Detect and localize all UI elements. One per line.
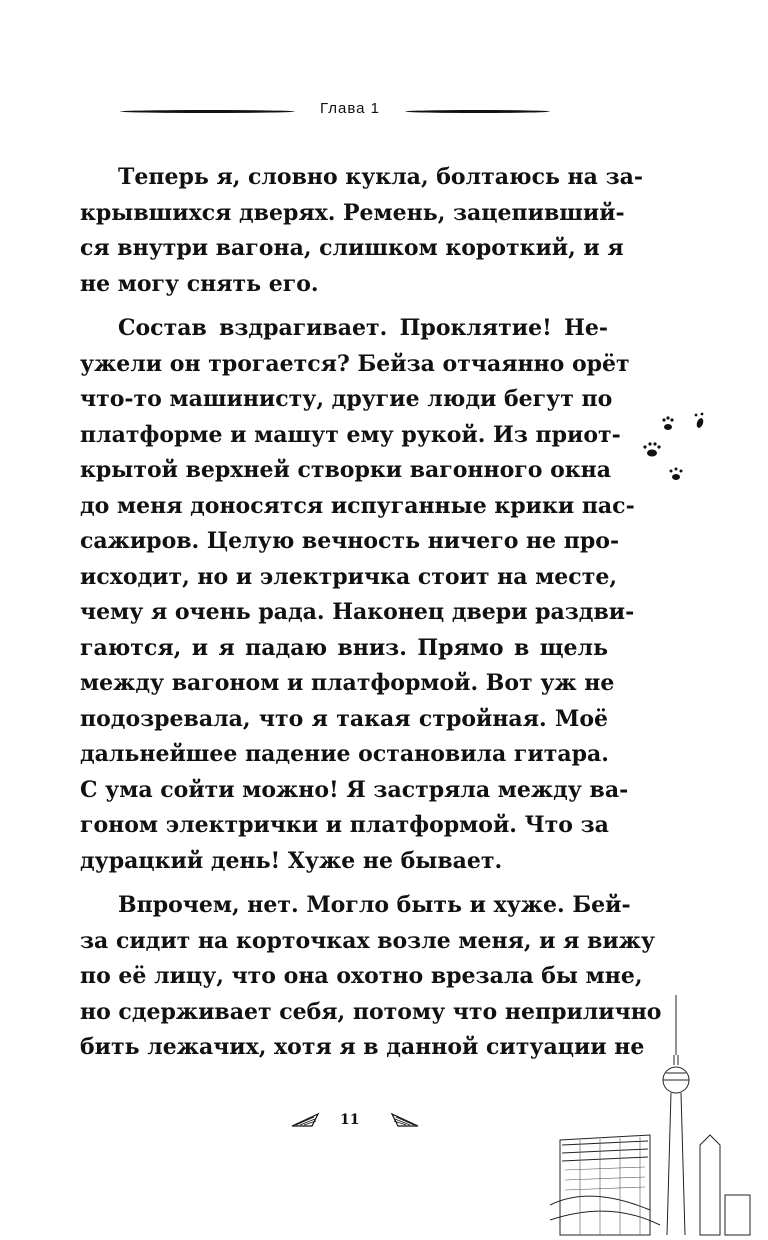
text-line: дурацкий день! Хуже не бывает. xyxy=(80,847,503,874)
paragraph-3 xyxy=(80,888,662,1066)
paragraph-2 xyxy=(80,311,635,879)
text-line: Впрочем, нет. Могло быть и хуже. Бей- xyxy=(118,892,631,918)
text-line: крывшихся дверях. Ремень, зацепивший- xyxy=(80,199,625,226)
text-line: С ума сойти можно! Я застряла между ва- xyxy=(80,776,629,803)
text-line: гоном электрички и платформой. Что за xyxy=(80,812,609,838)
ornament-right-icon xyxy=(390,1110,420,1130)
text-line: Состав вздрагивает. Проклятие! Не- xyxy=(118,315,608,341)
text-line: исходит, но и электричка стоит на месте, xyxy=(80,563,617,590)
chapter-label: Глава 1 xyxy=(320,100,381,117)
text-line: до меня доносятся испуганные крики пас- xyxy=(80,492,635,519)
text-line: по её лицу, что она охотно врезала бы мне, xyxy=(80,963,643,989)
paragraph-1 xyxy=(80,160,643,302)
text-line: ся внутри вагона, слишком короткий, и я xyxy=(80,235,624,261)
page-footer xyxy=(290,1108,420,1138)
text-line: ужели он трогается? Бейза отчаянно орёт xyxy=(80,350,630,377)
text-line: Теперь я, словно кукла, болтаюсь на за- xyxy=(118,164,643,190)
header-rule-left xyxy=(120,110,295,113)
text-line: но сдерживает себя, потому что неприлично xyxy=(80,998,662,1025)
text-line: не могу снять его. xyxy=(80,270,319,297)
tv-tower-illustration-icon xyxy=(550,995,768,1240)
text-line: что-то машинисту, другие люди бегут по xyxy=(80,386,613,412)
text-line: крытой верхней створки вагонного окна xyxy=(80,457,612,483)
ornament-left-icon xyxy=(290,1110,320,1130)
page-number: 11 xyxy=(340,1112,360,1128)
text-line: гаются, и я падаю вниз. Прямо в щель xyxy=(80,634,608,661)
header-rule-right xyxy=(405,110,550,113)
paw-prints-icon xyxy=(630,405,720,495)
text-line: платформе и машут ему рукой. Из приот- xyxy=(80,421,621,448)
text-line: за сидит на корточках возле меня, и я вижу xyxy=(80,927,655,954)
text-line: дальнейшее падение остановила гитара. xyxy=(80,741,609,767)
text-line: бить лежачих, хотя я в данной ситуации не xyxy=(80,1034,645,1060)
text-line: подозревала, что я такая стройная. Моё xyxy=(80,705,608,732)
body-text xyxy=(80,160,662,1075)
text-line: сажиров. Целую вечность ничего не про- xyxy=(80,528,620,554)
text-line: между вагоном и платформой. Вот уж не xyxy=(80,670,615,696)
running-header xyxy=(120,95,550,125)
text-line: чему я очень рада. Наконец двери раздви- xyxy=(80,599,635,625)
